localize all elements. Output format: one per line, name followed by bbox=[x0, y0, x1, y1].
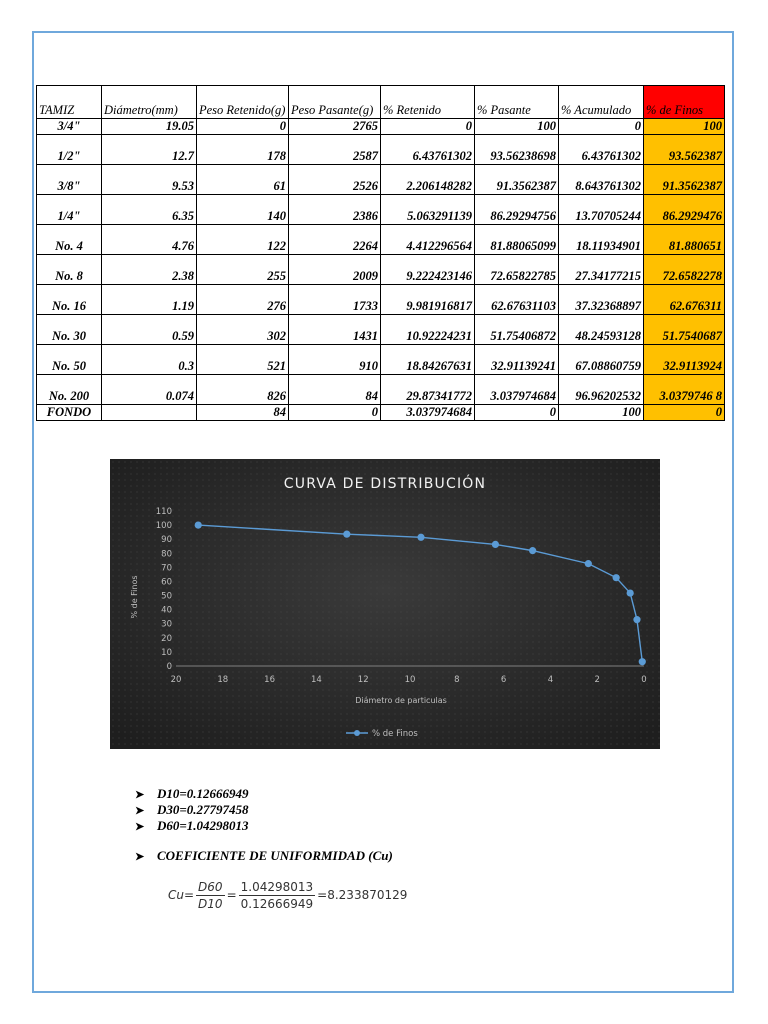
cell-pct-finos: 72.6582278 bbox=[644, 255, 725, 285]
th-pct-acumulado: % Acumulado bbox=[559, 86, 644, 119]
cell-tamiz: 1/4" bbox=[37, 195, 102, 225]
x-tick-label: 16 bbox=[264, 675, 276, 685]
d30-item bbox=[135, 802, 249, 818]
table-row bbox=[37, 375, 725, 405]
cell-diametro: 6.35 bbox=[102, 195, 197, 225]
cell-tamiz: 1/2" bbox=[37, 135, 102, 165]
y-tick-label: 90 bbox=[161, 535, 172, 546]
cell-pct-acumulado: 0 bbox=[559, 119, 644, 135]
formula-equals: = bbox=[226, 888, 237, 902]
x-tick-label: 20 bbox=[170, 675, 182, 685]
x-tick-label: 10 bbox=[404, 675, 416, 685]
table-row bbox=[37, 135, 725, 165]
cell-pct-finos: 32.9113924 bbox=[644, 345, 725, 375]
cell-peso-pasante: 2526 bbox=[289, 165, 381, 195]
y-tick-label: 10 bbox=[161, 647, 172, 658]
th-peso-retenido: Peso Retenido(g) bbox=[197, 86, 289, 119]
cell-tamiz: 3/4" bbox=[37, 119, 102, 135]
bullet-arrow-icon: ➤ bbox=[135, 851, 145, 863]
cell-peso-pasante: 1733 bbox=[289, 285, 381, 315]
y-tick-label: 0 bbox=[166, 662, 172, 672]
data-point bbox=[195, 521, 202, 528]
cell-pct-pasante: 0 bbox=[475, 405, 559, 421]
cell-pct-finos: 91.3562387 bbox=[644, 165, 725, 195]
cell-diametro: 0.074 bbox=[102, 375, 197, 405]
data-point bbox=[627, 589, 634, 596]
cell-diametro: 0.3 bbox=[102, 345, 197, 375]
cell-pct-retenido: 10.92224231 bbox=[381, 315, 475, 345]
th-tamiz: TAMIZ bbox=[37, 86, 102, 119]
y-tick-label: 60 bbox=[161, 577, 172, 588]
data-point bbox=[633, 616, 640, 623]
table-row bbox=[37, 165, 725, 195]
cell-pct-acumulado: 27.34177215 bbox=[559, 255, 644, 285]
cell-pct-finos: 62.676311 bbox=[644, 285, 725, 315]
cell-diametro: 2.38 bbox=[102, 255, 197, 285]
th-pct-pasante: % Pasante bbox=[475, 86, 559, 119]
data-point bbox=[417, 534, 424, 541]
cell-pct-finos: 0 bbox=[644, 405, 725, 421]
cell-pct-acumulado: 67.08860759 bbox=[559, 345, 644, 375]
cell-pct-finos: 100 bbox=[644, 119, 725, 135]
cell-pct-pasante: 100 bbox=[475, 119, 559, 135]
d60-item bbox=[135, 818, 249, 834]
formula-numerator: 1.04298013 bbox=[240, 879, 314, 894]
cell-peso-retenido: 178 bbox=[197, 135, 289, 165]
formula-symbolic-fraction bbox=[196, 880, 225, 911]
d60-text: D60=1.04298013 bbox=[157, 818, 249, 833]
table-row bbox=[37, 405, 725, 421]
data-point bbox=[529, 547, 536, 554]
cell-pct-pasante: 3.037974684 bbox=[475, 375, 559, 405]
y-tick-label: 20 bbox=[161, 633, 172, 644]
table-header-row bbox=[37, 86, 725, 119]
formula-denominator: 0.12666949 bbox=[240, 896, 314, 911]
cell-tamiz: No. 16 bbox=[37, 285, 102, 315]
cell-pct-pasante: 72.65822785 bbox=[475, 255, 559, 285]
cell-pct-retenido: 5.063291139 bbox=[381, 195, 475, 225]
cell-pct-pasante: 81.88065099 bbox=[475, 225, 559, 255]
x-tick-label: 2 bbox=[594, 675, 600, 685]
d10-item bbox=[135, 786, 249, 802]
cell-pct-retenido: 0 bbox=[381, 119, 475, 135]
data-point bbox=[585, 560, 592, 567]
cell-peso-retenido: 302 bbox=[197, 315, 289, 345]
cell-pct-retenido: 3.037974684 bbox=[381, 405, 475, 421]
cell-tamiz: No. 8 bbox=[37, 255, 102, 285]
cell-diametro: 19.05 bbox=[102, 119, 197, 135]
cu-heading bbox=[135, 848, 393, 864]
cell-pct-pasante: 86.29294756 bbox=[475, 195, 559, 225]
cell-diametro: 0.59 bbox=[102, 315, 197, 345]
data-point bbox=[492, 541, 499, 548]
x-tick-label: 14 bbox=[310, 675, 322, 685]
bullet-arrow-icon: ➤ bbox=[135, 821, 145, 833]
cell-pct-finos: 51.7540687 bbox=[644, 315, 725, 345]
legend-marker bbox=[354, 730, 360, 736]
cell-pct-finos: 93.562387 bbox=[644, 135, 725, 165]
y-axis-label: % de Finos bbox=[130, 575, 139, 619]
cell-pct-retenido: 9.981916817 bbox=[381, 285, 475, 315]
cell-pct-acumulado: 37.32368897 bbox=[559, 285, 644, 315]
cell-tamiz: FONDO bbox=[37, 405, 102, 421]
cell-tamiz: No. 200 bbox=[37, 375, 102, 405]
th-pct-retenido: % Retenido bbox=[381, 86, 475, 119]
d10-text: D10=0.12666949 bbox=[157, 786, 249, 801]
cell-peso-retenido: 521 bbox=[197, 345, 289, 375]
formula-result: 8.233870129 bbox=[327, 888, 408, 902]
chart-texture bbox=[110, 459, 660, 749]
table-row bbox=[37, 285, 725, 315]
cell-peso-pasante: 910 bbox=[289, 345, 381, 375]
cell-peso-pasante: 0 bbox=[289, 405, 381, 421]
formula-d60-symbol: D60 bbox=[198, 879, 223, 894]
x-axis-label: Diámetro de particulas bbox=[355, 696, 447, 705]
granulometry-table bbox=[36, 85, 725, 421]
y-tick-label: 40 bbox=[161, 605, 172, 616]
table-body bbox=[37, 119, 725, 421]
cell-pct-pasante: 32.91139241 bbox=[475, 345, 559, 375]
bullet-arrow-icon: ➤ bbox=[135, 805, 145, 817]
table-row bbox=[37, 345, 725, 375]
cell-pct-finos: 86.2929476 bbox=[644, 195, 725, 225]
cell-pct-retenido: 9.222423146 bbox=[381, 255, 475, 285]
x-tick-label: 4 bbox=[547, 675, 554, 685]
formula-equals: = bbox=[317, 888, 328, 902]
cell-peso-pasante: 2765 bbox=[289, 119, 381, 135]
x-tick-label: 0 bbox=[641, 675, 647, 685]
cell-pct-acumulado: 100 bbox=[559, 405, 644, 421]
formula-d10-symbol: D10 bbox=[198, 896, 223, 911]
x-tick-label: 6 bbox=[500, 675, 507, 685]
data-point bbox=[639, 658, 646, 665]
cell-peso-pasante: 2264 bbox=[289, 225, 381, 255]
cell-pct-retenido: 29.87341772 bbox=[381, 375, 475, 405]
cell-pct-acumulado: 96.96202532 bbox=[559, 375, 644, 405]
formula-lhs: Cu= bbox=[168, 888, 195, 902]
y-tick-label: 110 bbox=[155, 507, 172, 517]
th-pct-finos: % de Finos bbox=[644, 86, 725, 119]
x-tick-label: 18 bbox=[217, 675, 229, 685]
cell-diametro: 12.7 bbox=[102, 135, 197, 165]
cell-pct-finos: 81.880651 bbox=[644, 225, 725, 255]
cu-formula bbox=[168, 877, 407, 913]
cell-tamiz: No. 4 bbox=[37, 225, 102, 255]
cell-pct-acumulado: 6.43761302 bbox=[559, 135, 644, 165]
table-row bbox=[37, 225, 725, 255]
x-tick-label: 12 bbox=[357, 675, 369, 685]
cell-diametro: 4.76 bbox=[102, 225, 197, 255]
cell-tamiz: 3/8" bbox=[37, 165, 102, 195]
cell-pct-acumulado: 8.643761302 bbox=[559, 165, 644, 195]
cell-peso-pasante: 2009 bbox=[289, 255, 381, 285]
diameter-results bbox=[135, 786, 249, 834]
y-tick-label: 70 bbox=[161, 563, 172, 574]
cell-pct-retenido: 6.43761302 bbox=[381, 135, 475, 165]
distribution-chart bbox=[110, 459, 660, 749]
cell-peso-pasante: 2587 bbox=[289, 135, 381, 165]
cell-peso-retenido: 826 bbox=[197, 375, 289, 405]
legend-label: % de Finos bbox=[372, 729, 418, 739]
d30-text: D30=0.27797458 bbox=[157, 802, 249, 817]
cell-peso-retenido: 255 bbox=[197, 255, 289, 285]
bullet-arrow-icon: ➤ bbox=[135, 789, 145, 801]
cell-pct-pasante: 93.56238698 bbox=[475, 135, 559, 165]
cell-peso-retenido: 0 bbox=[197, 119, 289, 135]
x-tick-label: 8 bbox=[454, 675, 460, 685]
cell-pct-acumulado: 13.70705244 bbox=[559, 195, 644, 225]
y-tick-label: 80 bbox=[161, 549, 172, 560]
cell-peso-pasante: 2386 bbox=[289, 195, 381, 225]
cell-peso-pasante: 1431 bbox=[289, 315, 381, 345]
cell-peso-retenido: 84 bbox=[197, 405, 289, 421]
cell-peso-retenido: 140 bbox=[197, 195, 289, 225]
y-tick-label: 30 bbox=[161, 619, 172, 630]
cell-pct-pasante: 62.67631103 bbox=[475, 285, 559, 315]
data-point bbox=[613, 574, 620, 581]
table-row bbox=[37, 119, 725, 135]
formula-numeric-fraction bbox=[239, 880, 316, 911]
chart-title: CURVA DE DISTRIBUCIÓN bbox=[283, 476, 487, 492]
cu-heading-text: COEFICIENTE DE UNIFORMIDAD (Cu) bbox=[157, 848, 393, 863]
cell-pct-retenido: 2.206148282 bbox=[381, 165, 475, 195]
cell-pct-acumulado: 18.11934901 bbox=[559, 225, 644, 255]
cell-tamiz: No. 50 bbox=[37, 345, 102, 375]
cell-diametro: 9.53 bbox=[102, 165, 197, 195]
cell-diametro: 1.19 bbox=[102, 285, 197, 315]
table-row bbox=[37, 255, 725, 285]
y-tick-label: 100 bbox=[155, 521, 172, 532]
cell-peso-pasante: 84 bbox=[289, 375, 381, 405]
cell-pct-acumulado: 48.24593128 bbox=[559, 315, 644, 345]
cell-peso-retenido: 61 bbox=[197, 165, 289, 195]
cell-diametro bbox=[102, 405, 197, 421]
table-row bbox=[37, 195, 725, 225]
cell-pct-pasante: 51.75406872 bbox=[475, 315, 559, 345]
table-row bbox=[37, 315, 725, 345]
cell-pct-finos: 3.0379746 8 bbox=[644, 375, 725, 405]
cell-peso-retenido: 276 bbox=[197, 285, 289, 315]
cell-peso-retenido: 122 bbox=[197, 225, 289, 255]
y-tick-label: 50 bbox=[161, 591, 172, 602]
data-point bbox=[343, 531, 350, 538]
cell-pct-retenido: 18.84267631 bbox=[381, 345, 475, 375]
th-peso-pasante: Peso Pasante(g) bbox=[289, 86, 381, 119]
cell-tamiz: No. 30 bbox=[37, 315, 102, 345]
cell-pct-retenido: 4.412296564 bbox=[381, 225, 475, 255]
cell-pct-pasante: 91.3562387 bbox=[475, 165, 559, 195]
th-diametro: Diámetro(mm) bbox=[102, 86, 197, 119]
